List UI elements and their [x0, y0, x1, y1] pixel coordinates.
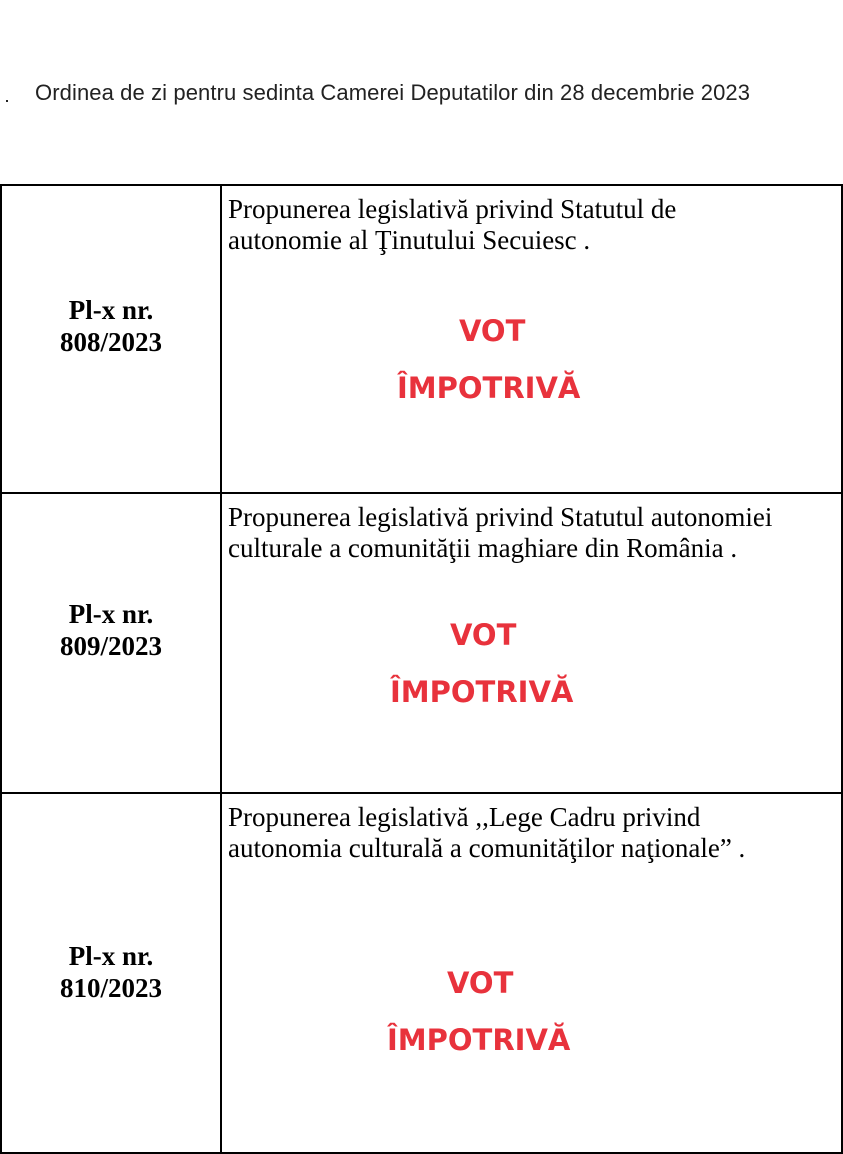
- vote-label: VOT: [450, 618, 517, 652]
- bill-number-value: 808/2023: [59, 327, 162, 357]
- bill-description-cell: [221, 185, 842, 493]
- table-row: [1, 185, 842, 493]
- vote-result: ÎMPOTRIVĂ: [387, 1023, 571, 1057]
- bill-description-line: culturale a comunităţii maghiare din România .: [228, 533, 738, 563]
- bullet-dot: [6, 100, 8, 102]
- vote-label: VOT: [447, 966, 514, 1000]
- table-row: [1, 493, 842, 793]
- bill-description-cell: [221, 493, 842, 793]
- bill-number-prefix: Pl-x nr.: [68, 941, 154, 971]
- bill-number-value: 810/2023: [59, 973, 162, 1003]
- bill-description-line: Propunerea legislativă privind Statutul autonomiei: [228, 502, 773, 532]
- agenda-table: [0, 184, 843, 1154]
- bill-number-value: 809/2023: [59, 631, 162, 661]
- bill-description-cell: [221, 793, 842, 1153]
- vote-label: VOT: [459, 314, 526, 348]
- bill-description-line: autonomia culturală a comunităţilor naţionale” .: [228, 833, 746, 863]
- table-row: [1, 793, 842, 1153]
- bill-description-line: Propunerea legislativă ,,Lege Cadru privind: [228, 802, 701, 832]
- bill-number-cell: [1, 185, 221, 493]
- bill-number-cell: [1, 793, 221, 1153]
- bill-number-cell: [1, 493, 221, 793]
- bill-description-line: Propunerea legislativă privind Statutul de: [228, 194, 677, 224]
- bill-number-prefix: Pl-x nr.: [68, 295, 154, 325]
- vote-result: ÎMPOTRIVĂ: [397, 371, 581, 405]
- bill-description-line: autonomie al Ţinutului Secuiesc .: [228, 225, 591, 255]
- page-title: Ordinea de zi pentru sedinta Camerei Deputatilor din 28 decembrie 2023: [35, 80, 751, 105]
- bill-number-prefix: Pl-x nr.: [68, 599, 154, 629]
- vote-result: ÎMPOTRIVĂ: [390, 675, 574, 709]
